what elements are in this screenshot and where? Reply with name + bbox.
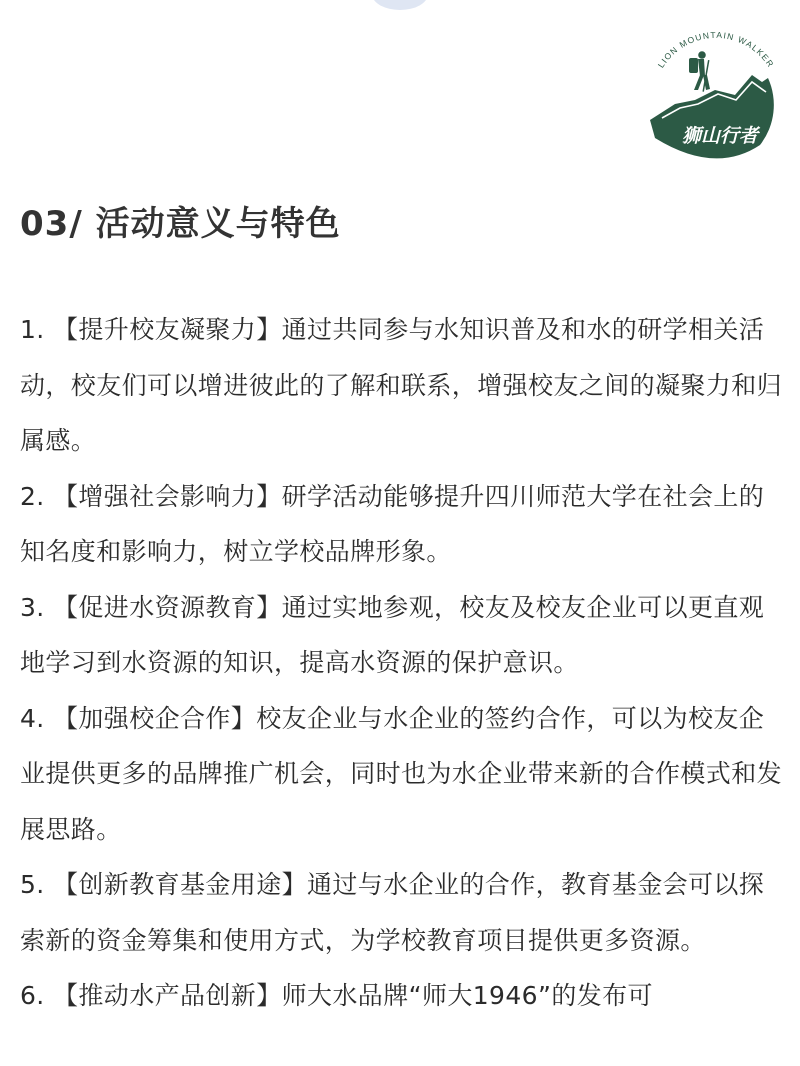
- feature-list: [20, 302, 782, 1024]
- logo-seal-text: 狮山行者: [681, 125, 759, 147]
- list-item: 6. 【推动水产品创新】师大水品牌“师大1946”的发布可: [20, 981, 653, 1010]
- list-item: 5. 【创新教育基金用途】通过与水企业的合作，教育基金会可以探索新的资金筹集和使用方式，为学校教育项目提供更多资源。: [20, 870, 765, 955]
- section-title: 03/ 活动意义与特色: [20, 204, 341, 244]
- list-item: 1. 【提升校友凝聚力】通过共同参与水知识普及和水的研学相关活动，校友们可以增进彼此的了解和联系，增强校友之间的凝聚力和归属感。: [20, 315, 783, 455]
- top-decorative-dot: [372, 0, 428, 10]
- logo-graphic: [640, 20, 785, 165]
- logo-arc-text: LION MOUNTAIN WALKER: [655, 29, 777, 70]
- hiker-icon: [689, 51, 710, 92]
- list-item: 2. 【增强社会影响力】研学活动能够提升四川师范大学在社会上的知名度和影响力，树立学校品牌形象。: [20, 481, 765, 566]
- list-item: 4. 【加强校企合作】校友企业与水企业的签约合作，可以为校友企业提供更多的品牌推广机会，同时也为水企业带来新的合作模式和发展思路。: [20, 703, 783, 844]
- lion-mountain-walker-logo: [640, 20, 785, 165]
- list-item: 3. 【促进水资源教育】通过实地参观，校友及校友企业可以更直观地学习到水资源的知识，提高水资源的保护意识。: [20, 592, 765, 677]
